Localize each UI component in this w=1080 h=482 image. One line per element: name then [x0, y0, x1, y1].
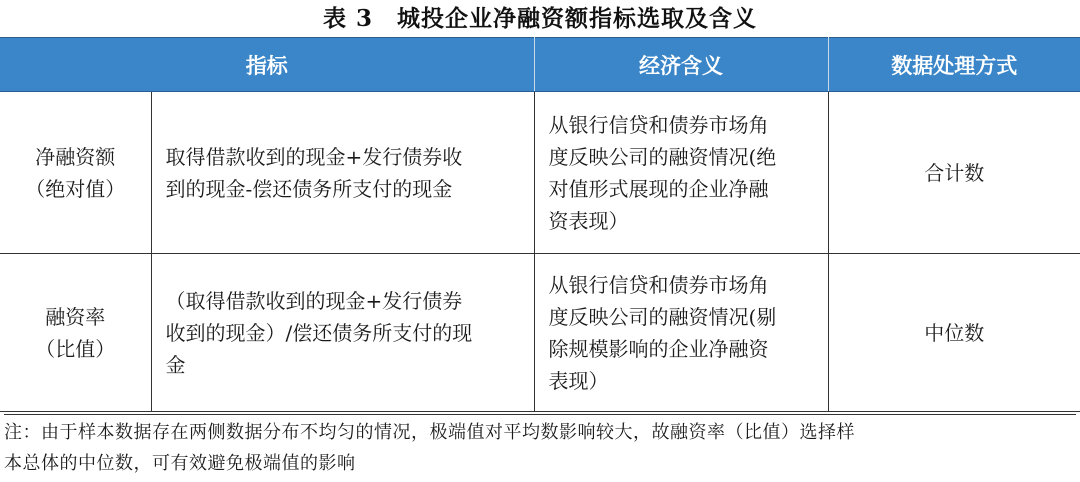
table-footnote: [4, 414, 1076, 479]
header-method: 数据处理方式: [828, 38, 1080, 92]
indicator-name-qualifier: （绝对值）: [25, 176, 126, 201]
formula-line: 到的现金-偿还债务所支付的现金: [165, 176, 453, 201]
meaning-cell: [534, 254, 828, 412]
table-title: 表 3 城投企业净融资额指标选取及含义: [322, 5, 757, 32]
indicator-name-cell: [0, 254, 151, 412]
indicator-name-cell: [0, 92, 151, 254]
footnote-line: 本总体的中位数，可有效避免极端值的影响: [4, 453, 356, 474]
meaning-line: 除规模影响的企业净融资: [548, 336, 769, 361]
meaning-cell: [534, 92, 828, 254]
indicator-name: 净融资额: [35, 144, 116, 169]
formula-line: 金: [165, 352, 186, 377]
meaning-line: 度反映公司的融资情况(绝: [548, 144, 777, 169]
indicator-name-qualifier: （比值）: [35, 336, 116, 361]
meaning-line: 资表现）: [548, 208, 629, 233]
formula-line: 取得借款收到的现金+发行债券收: [165, 144, 463, 169]
footnote-line: 注：由于样本数据存在两侧数据分布不均匀的情况，极端值对平均数影响较大，故融资率（比值）选择样: [4, 422, 855, 443]
meaning-line: 从银行信贷和债券市场角: [548, 112, 769, 137]
meaning-line: 度反映公司的融资情况(剔: [548, 304, 777, 329]
method-cell: 中位数: [828, 254, 1080, 412]
indicator-formula-cell: [151, 92, 534, 254]
indicator-formula-cell: [151, 254, 534, 412]
formula-line: （取得借款收到的现金+发行债券: [165, 288, 463, 313]
header-meaning: 经济含义: [534, 38, 828, 92]
table-row: [0, 254, 1080, 412]
table-header-row: [0, 38, 1080, 92]
meaning-line: 对值形式展现的企业净融: [548, 176, 769, 201]
header-indicator: 指标: [0, 38, 534, 92]
meaning-line: 从银行信贷和债券市场角: [548, 272, 769, 297]
indicator-name: 融资率: [45, 304, 106, 329]
method-cell: 合计数: [828, 92, 1080, 254]
meaning-line: 表现）: [548, 368, 609, 393]
table-row: [0, 92, 1080, 254]
formula-line: 收到的现金）/偿还债务所支付的现: [165, 320, 473, 345]
indicator-table: [0, 37, 1080, 412]
